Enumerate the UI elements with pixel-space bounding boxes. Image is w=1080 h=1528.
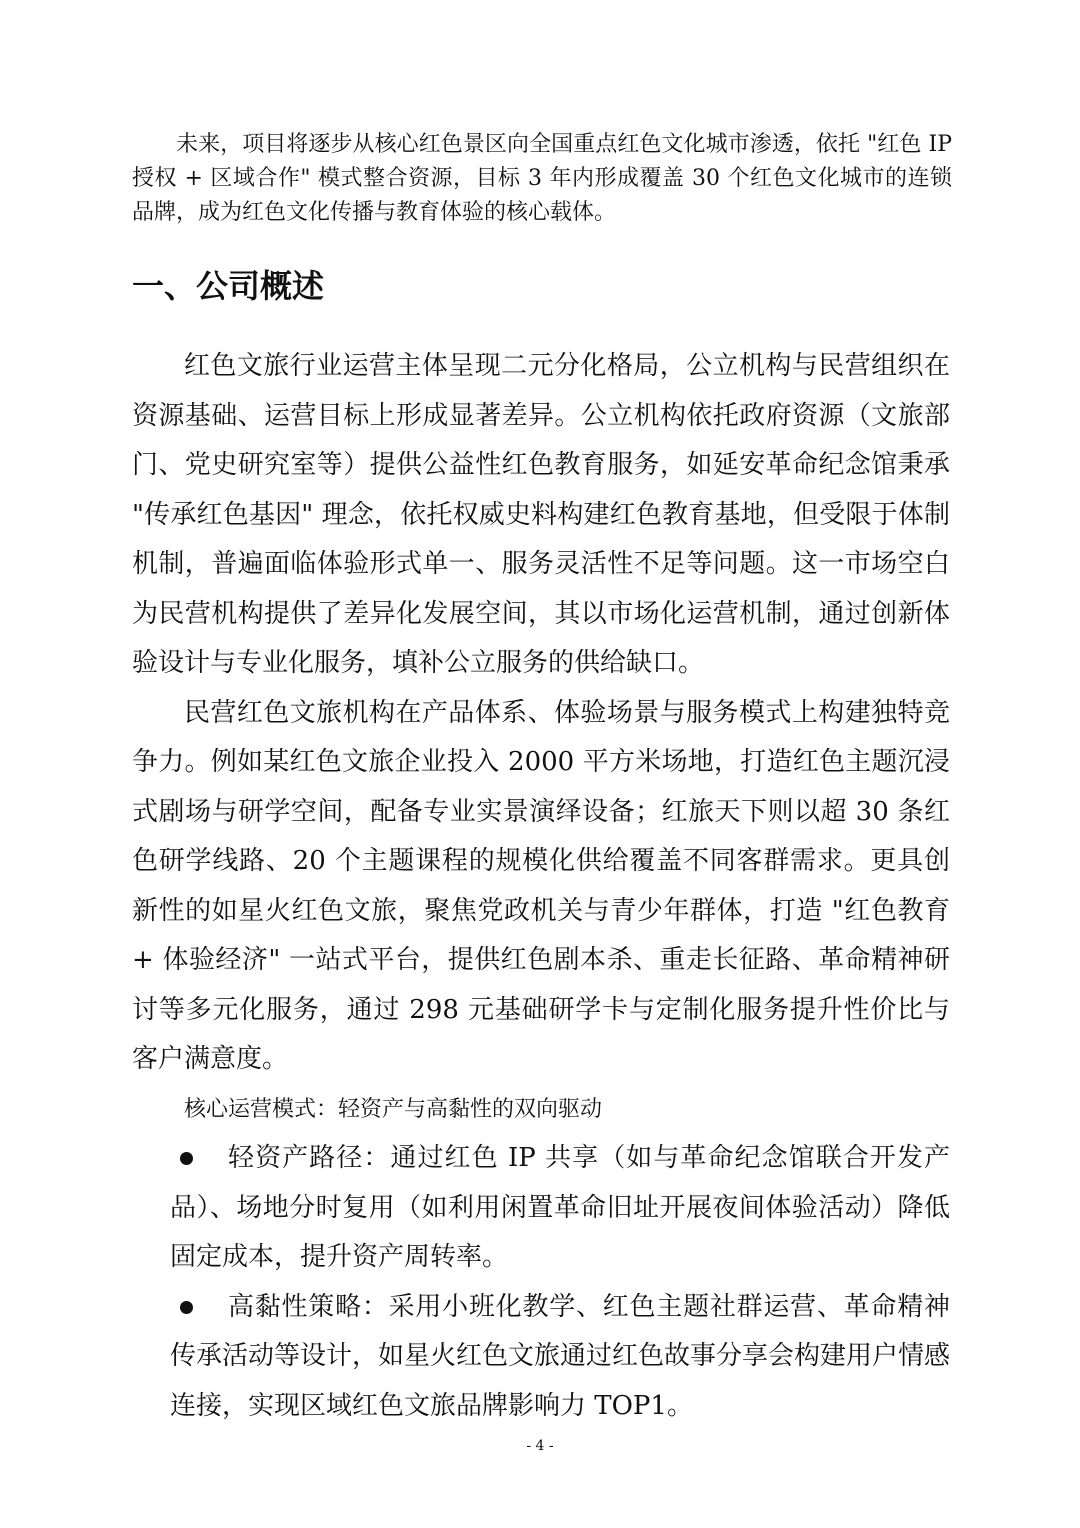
section-heading: 一、公司概述 xyxy=(132,267,325,305)
bullet-text: 高黏性策略：采用小班化教学、红色主题社群运营、革命精神传承活动等设计，如星火红色文旅通过红色故事分享会构建用户情感连接，实现区域红色文旅品牌影响力 TOP1。 xyxy=(170,1291,951,1421)
bullet-light-asset xyxy=(132,1134,950,1283)
paragraph-private-operators: 民营红色文旅机构在产品体系、体验场景与服务模式上构建独特竞争力。例如某红色文旅企业投入 2000 平方米场地，打造红色主题沉浸式剧场与研学空间，配备专业实景演绎设备；红旅天下则以超 30 条红色研学线路、20 个主题课程的规模化供给覆盖不同客群需求。更具创新性的如星火红色文旅，聚焦党政机关与青少年群体，打造 "红色教育 + 体验经济" 一站式平台，提供红色剧本杀、重走长征路、革命精神研讨等多元化服务，通过 298 元基础研学卡与定制化服务提升性价比与客户满意度。 xyxy=(132,697,950,1074)
paragraph-institutions: 红色文旅行业运营主体呈现二元分化格局，公立机构与民营组织在资源基础、运营目标上形成显著差异。公立机构依托政府资源（文旅部门、党史研究室等）提供公益性红色教育服务，如延安革命纪念馆秉承 "传承红色基因" 理念，依托权威史料构建红色教育基地，但受限于体制机制，普遍面临体验形式单一、服务灵活性不足等问题。这一市场空白为民营机构提供了差异化发展空间，其以市场化运营机制，通过创新体验设计与专业化服务，填补公立服务的供给缺口。 xyxy=(132,351,950,678)
section-body xyxy=(132,342,950,1431)
bullet-high-stickiness xyxy=(132,1283,950,1432)
bullet-dot-icon xyxy=(180,1301,193,1314)
bullet-text: 轻资产路径：通过红色 IP 共享（如与革命纪念馆联合开发产品）、场地分时复用（如利用闲置革命旧址开展夜间体验活动）降低固定成本，提升资产周转率。 xyxy=(170,1143,950,1272)
intro-paragraph: 未来，项目将逐步从核心红色景区向全国重点红色文化城市渗透，依托 "红色 IP 授权 + 区域合作" 模式整合资源，目标 3 年内形成覆盖 30 个红色文化城市的连锁品牌，成为红色文化传播与教育体验的核心载体。 xyxy=(132,132,952,225)
operating-model-heading: 核心运营模式：轻资产与高黏性的双向驱动 xyxy=(184,1096,603,1122)
bullet-dot-icon xyxy=(180,1152,193,1165)
page-number: - 4 - xyxy=(526,1438,554,1454)
